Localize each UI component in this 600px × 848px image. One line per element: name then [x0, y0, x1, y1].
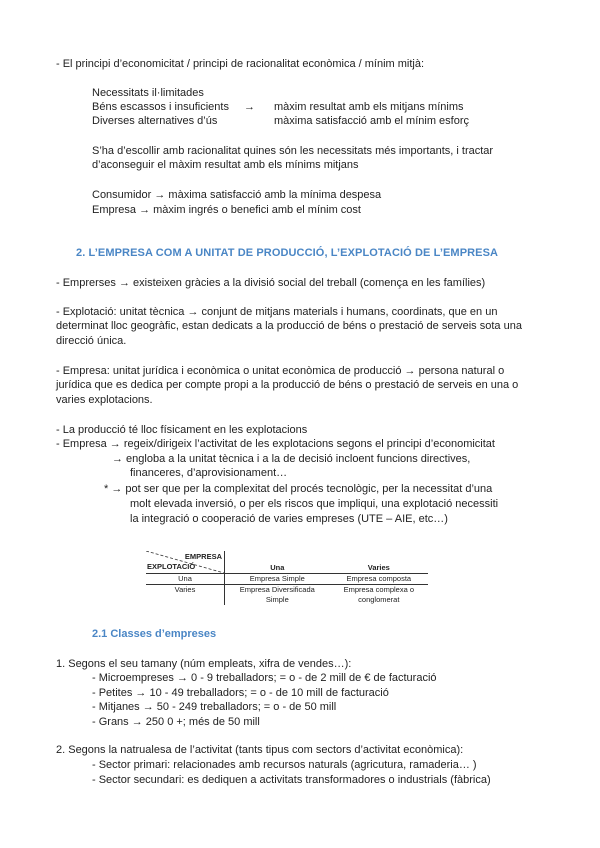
needs-text: Necessitats il·limitades: [92, 87, 204, 99]
size-criterion: 1. Segons el seu tamany (núm empleats, xifra de vendes…):: [56, 658, 352, 670]
section-2-1-heading: 2.1 Classes d’empreses: [92, 628, 217, 640]
max-satisfaction-text: màxima satisfacció amb el mínim esforç: [274, 115, 469, 127]
choose-line-1: S’ha d’escollir amb racionalitat quines són les necessitats més importants, i tractar: [92, 145, 494, 157]
max-result-text: màxim resultat amb els mitjans mínims: [274, 101, 464, 113]
s2-para-3-line-2: jurídica que es dedica per compte propi a la producció de béns o prestació de serveis en una o: [56, 379, 519, 391]
s2-para-4-line-3: → engloba a la unitat tècnica i a la de decisió incloent funcions directives,: [112, 453, 471, 465]
list-item: - Sector primari: relacionades amb recursos naturals (agricutura, ramaderia… ): [92, 759, 477, 771]
s2-para-1: - Emprerses → existeixen gràcies a la divisió social del treball (comença en les famílies): [56, 277, 486, 289]
consumer-line: Consumidor → màxima satisfacció amb la mínima despesa: [92, 189, 382, 201]
s2-para-2-line-2: determinat lloc geogràfic, estan dedicats a la producció de béns o prestació de serveis sota una: [56, 320, 522, 332]
principle-line: - El principi d’economicitat / principi de racionalitat econòmica / mínim mitjà:: [56, 58, 425, 70]
list-item: - Sector secundari: es dediquen a activitats transformadores o industrials (fàbrica): [92, 774, 491, 786]
list-item: - Grans → 250 0 +; més de 50 mill: [92, 716, 260, 728]
table-cell-line: Simple: [265, 595, 289, 604]
s2-para-4-line-6: molt elevada inversió, o per els riscos que impliqui, una explotació necessiti: [130, 498, 499, 510]
s2-para-4-line-4: financeres, d’aprovisionament…: [130, 467, 288, 479]
table-cell-line: Empresa Diversificada: [239, 585, 315, 594]
list-item: - Petites → 10 - 49 treballadors; = o - de 10 mill de facturació: [92, 687, 389, 699]
activity-criterion: 2. Segons la natrualesa de l’activitat (tants tipus com sectors d’activitat econòmica):: [56, 744, 464, 756]
col-header-varies: Varies: [330, 551, 428, 574]
table-cell: Empresa composta: [330, 574, 428, 585]
col-header-una: Una: [225, 551, 330, 574]
table-corner-cell: [146, 551, 225, 574]
corner-top-label: EMPRESA: [184, 552, 222, 561]
table-cell-line: Empresa complexa o: [343, 585, 415, 594]
s2-para-4-line-2: - Empresa → regeix/dirigeix l’activitat de les explotacions segons el principi d’economicitat: [56, 438, 495, 450]
s2-para-2-line-1: - Explotació: unitat tècnica → conjunt de mitjans materials i humans, coordinats, que en un: [56, 306, 498, 318]
list-item: - Microempreses → 0 - 9 treballadors; = o - de 2 mill de € de facturació: [92, 672, 437, 684]
row-header-una: Una: [146, 574, 225, 585]
choose-line-2: d’aconseguir el màxim resultat amb els mínims mitjans: [92, 159, 359, 171]
s2-para-4-line-1: - La producció té lloc físicament en les explotacions: [56, 424, 308, 436]
goods-text: Béns escassos i insuficients: [92, 101, 229, 113]
row-header-varies: Varies: [146, 585, 225, 606]
list-item: - Mitjanes → 50 - 249 treballadors; = o - de 50 mill: [92, 701, 337, 713]
s2-para-4-line-5: * → pot ser que per la complexitat del procés tecnològic, per la necessitat d’una: [104, 483, 493, 495]
s2-para-2-line-3: direcció única.: [56, 335, 127, 347]
alternatives-text: Diverses alternatives d’ús: [92, 115, 218, 127]
arrow-icon: →: [244, 101, 255, 113]
table-cell-line: conglomerat: [358, 595, 400, 604]
table-cell: [225, 585, 330, 606]
table-cell: Empresa Simple: [225, 574, 330, 585]
company-line: Empresa → màxim ingrés o benefici amb el mínim cost: [92, 204, 361, 216]
section-2-heading: 2. L’EMPRESA COM A UNITAT DE PRODUCCIÓ, L’EXPLOTACIÓ DE L’EMPRESA: [76, 247, 499, 259]
s2-para-4-line-7: la integració o cooperació de varies empreses (UTE – AIE, etc…): [130, 513, 448, 525]
s2-para-3-line-1: - Empresa: unitat jurídica i econòmica o unitat econòmica de producció → persona natural o: [56, 365, 505, 377]
company-type-table: [146, 551, 428, 605]
table-cell: [330, 585, 428, 606]
corner-bottom-label: EXPLOTACIÓ: [147, 562, 196, 571]
s2-para-3-line-3: varies explotacions.: [56, 394, 153, 406]
